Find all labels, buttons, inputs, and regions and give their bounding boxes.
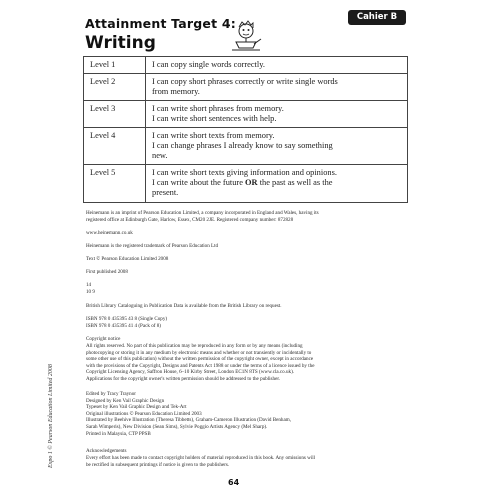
level-label: Level 2	[84, 74, 146, 101]
print-numbers: 14 10 9	[86, 282, 95, 295]
isbn-list: ISBN 978 0 435395 43 8 (Single Copy) ISBN 978 0 435395 41 4 (Pack of 8)	[86, 316, 168, 329]
level-label: Level 1	[84, 57, 146, 74]
level-descriptor: I can copy short phrases correctly or write single words from memory.	[146, 74, 408, 101]
text-copyright: Text © Pearson Education Limited 2008	[86, 256, 169, 262]
copyright-notice: All rights reserved. No part of this publication may be reproduced in any form or by any means (including photocopying or storing it in any medium by electronic means and whether or not transiently or incidentally to some other use of this publication) without the written permission of the copyright owner, except in accordance with the provisions of the Copyright, Designs and Patents Act 1988 or under the terms of a licence issued by the Copyright Licensing Agency, Saffron House, 6–10 Kirby Street, London EC1N 8TS (www.cla.co.uk). Applications for the copyright owner's written permission should be addressed to the publisher.	[86, 343, 315, 382]
spine-copyright: Expo 1 © Pearson Education Limited 2008	[48, 364, 54, 468]
table-row	[84, 128, 408, 165]
level-label: Level 5	[84, 165, 146, 203]
page-number: 64	[228, 478, 240, 487]
acknowledgements-heading: Acknowledgements	[86, 448, 127, 454]
level-label: Level 3	[84, 101, 146, 128]
credits: Edited by Tracy Traynor Designed by Ken Vail Graphic Design Typeset by Ken Vail Graphic Design and Tek-Art Original illustrations © Pearson Education Limited 2003 Illustrated by Beehive Illustration (Theresa Tibbetts), Graham-Cameron Illustration (David Benham, Sarah Wimperis), New Division (Sean Sims), Sylvie Poggio Artists Agency (Mel Sharp). Printed in Malaysia, CTP PPSB	[86, 391, 291, 437]
acknowledgements-text: Every effort has been made to contact copyright holders of material reproduced in this book. Any omissions will be rectified in subsequent printings if notice is given to the publishers.	[86, 455, 316, 468]
website-link[interactable]: www.heinemann.co.uk	[86, 230, 133, 236]
table-row	[84, 57, 408, 74]
level-descriptor: I can copy single words correctly.	[146, 57, 408, 74]
copyright-heading: Copyright notice	[86, 336, 121, 342]
cip-statement: British Library Cataloguing in Publication Data is available from the British Library on request.	[86, 303, 282, 309]
cahier-badge: Cahier B	[348, 10, 406, 25]
trademark-text: Heinemann is the registered trademark of Pearson Education Ltd	[86, 243, 219, 249]
mascot-illustration-icon	[228, 20, 264, 54]
first-published: First published 2008	[86, 269, 128, 275]
levels-table	[83, 56, 408, 203]
table-row	[84, 101, 408, 128]
attainment-target-title: Attainment Target 4:	[85, 16, 236, 31]
level-label: Level 4	[84, 128, 146, 165]
level-descriptor: I can write short phrases from memory. I can write short sentences with help.	[146, 101, 408, 128]
level-descriptor: I can write short texts giving information and opinions. I can write about the future OR the past as well as the present.	[146, 165, 408, 203]
imprint-text: Heinemann is an imprint of Pearson Education Limited, a company incorporated in England and Wales, having its registered office at Edinburgh Gate, Harlow, Essex, CM20 2JE. Registered company number: 872828	[86, 210, 319, 223]
table-row	[84, 165, 408, 203]
level-descriptor: I can write short texts from memory. I can change phrases I already know to say something new.	[146, 128, 408, 165]
table-row	[84, 74, 408, 101]
skill-title: Writing	[85, 33, 156, 53]
